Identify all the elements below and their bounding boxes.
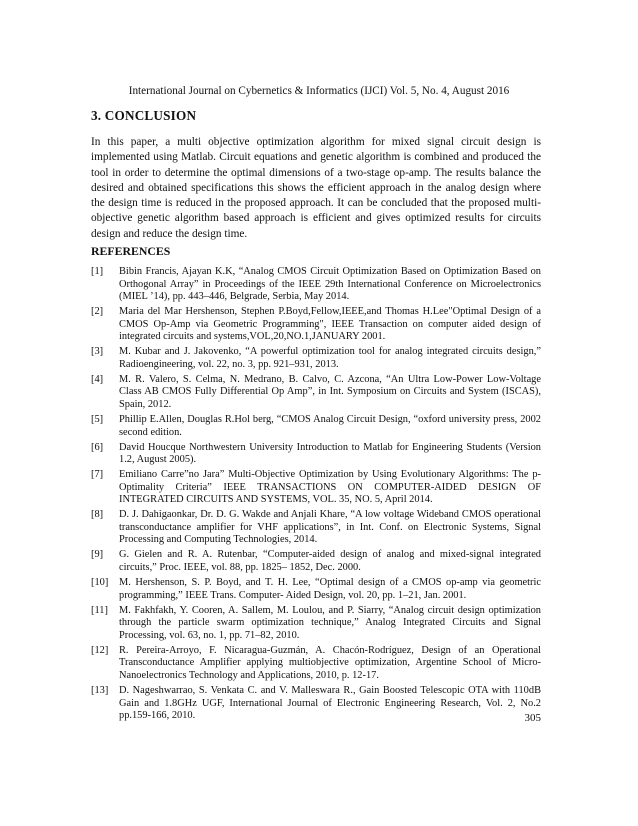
reference-number: [4] [91, 373, 104, 385]
references-list [91, 266, 541, 725]
reference-text: M. Fakhfakh, Y. Cooren, A. Sallem, M. Loulou, and P. Siarry, “Analog circuit design optimization through the particle swarm optimization technique,” Analog Integrated Circuits and Signal Processing, vol. 63, no. 1, pp. 71–82, 2010. [119, 604, 541, 641]
reference-number: [2] [91, 306, 104, 318]
reference-item [91, 442, 541, 467]
reference-number: [12] [91, 644, 109, 656]
journal-header: International Journal on Cybernetics & Informatics (IJCI) Vol. 5, No. 4, August 2016 [128, 85, 510, 97]
reference-text: M. Kubar and J. Jakovenko, “A powerful optimization tool for analog integrated circuits design,” Radioengineering, vol. 22, no. 3, pp. 921–931, 2013. [119, 346, 541, 370]
reference-item [91, 266, 541, 304]
reference-item [91, 605, 541, 643]
page-number: 305 [524, 712, 541, 724]
reference-number: [8] [91, 509, 104, 521]
references-title: REFERENCES [91, 244, 171, 258]
reference-text: Maria del Mar Hershenson, Stephen P.Boyd,Fellow,IEEE,and Thomas H.Lee"Optimal Design of a CMOS Op-Amp via Geometric Programming", IEEE Transaction on computer aided design of integrated circuits and systems,VOL,20,NO.1,JANUARY 2001. [119, 306, 541, 343]
reference-number: [3] [91, 346, 104, 358]
reference-text: David Houcque Northwestern University Introduction to Matlab for Engineering Students (Version 1.2, August 2005). [119, 441, 541, 466]
reference-item [91, 306, 541, 344]
reference-number: [7] [91, 469, 104, 481]
reference-item [91, 509, 541, 547]
reference-item [91, 346, 541, 371]
reference-text: D. J. Dahigaonkar, Dr. D. G. Wakde and Anjali Khare, “A low voltage Wideband CMOS operational transconductance amplifier for VHF applications”, in Int. Conf. on Electronic Systems, Signal Processing and Computing Technologies, 2014. [119, 509, 541, 546]
reference-item [91, 577, 541, 602]
reference-number: [11] [91, 604, 108, 616]
section-title: 3. CONCLUSION [91, 108, 197, 123]
reference-item [91, 685, 541, 723]
reference-item [91, 469, 541, 507]
reference-item [91, 374, 541, 412]
reference-text: D. Nageshwarrao, S. Venkata C. and V. Malleswara R., Gain Boosted Telescopic OTA with 110dB Gain and 1.8GHz UGF, International Journal of Electronic Engineering Research, Vol. 2, No.2 pp.159-166, 2010. [119, 684, 541, 722]
conclusion-paragraph: In this paper, a multi objective optimization algorithm for mixed signal circuit design is implemented using Matlab. Circuit equations and genetic algorithm is combined and produced the tool in order to determine the optimal dimensions of a two-stage op-amp. The results balance the desired and obtained specifications this shows the efficient approach in the analog design where the design time is reduced in the proposed approach. It can be concluded that the proposed multi-objective genetic algorithm based approach is efficient and gives optimized results for circuits design and reduce the design time. [91, 136, 541, 240]
reference-text: M. Hershenson, S. P. Boyd, and T. H. Lee, “Optimal design of a CMOS op-amp via geometric programming,” IEEE Trans. Computer- Aided Design, vol. 20, pp. 1–21, Jan. 2001. [119, 577, 541, 601]
reference-text: G. Gielen and R. A. Rutenbar, “Computer-aided design of analog and mixed-signal integrated circuits,” Proc. IEEE, vol. 88, pp. 1825– 1852, Dec. 2000. [119, 549, 541, 574]
reference-number: [9] [91, 549, 104, 561]
reference-number: [6] [91, 441, 104, 453]
reference-number: [5] [91, 414, 104, 426]
reference-text: Emiliano Carre”no Jara” Multi-Objective Optimization by Using Evolutionary Algorithms: The p-Optimality Criteria” IEEE TRANSACTIONS ON COMPUTER-AIDED DESIGN OF INTEGRATED CIRCUITS AND SYSTEMS, VOL. 35, NO. 5, April 2014. [119, 469, 541, 506]
reference-text: R. Pereira-Arroyo, F. Nicaragua-Guzmán, A. Chacón-Rodríguez, Design of an Operational Transconductance Amplifier applying multiobjective optimization, Argentine School of Micro-Nanoelectronics Technology and Applications, 2010, p. 12-17. [119, 644, 541, 681]
reference-item [91, 549, 541, 574]
reference-number: [13] [91, 684, 109, 696]
reference-number: [1] [91, 266, 104, 277]
reference-number: [10] [91, 577, 109, 589]
reference-text: Bibin Francis, Ajayan K.K, “Analog CMOS Circuit Optimization Based on Optimization Based on Orthogonal Array” in Proceedings of the IEEE 29th International Conference on Microelectronics (MIEL ’14), pp. 443–446, Belgrade, Serbia, May 2014. [119, 266, 541, 303]
reference-text: M. R. Valero, S. Celma, N. Medrano, B. Calvo, C. Azcona, “An Ultra Low-Power Low-Voltage Class AB CMOS Fully Differential Op Amp”, in Int. Symposium on Circuits and System (ISCAS), Spain, 2012. [119, 373, 541, 410]
reference-item [91, 645, 541, 683]
reference-text: Phillip E.Allen, Douglas R.Hol berg, “CMOS Analog Circuit Design, “oxford university press, 2002 second edition. [119, 414, 541, 438]
reference-item [91, 414, 541, 439]
